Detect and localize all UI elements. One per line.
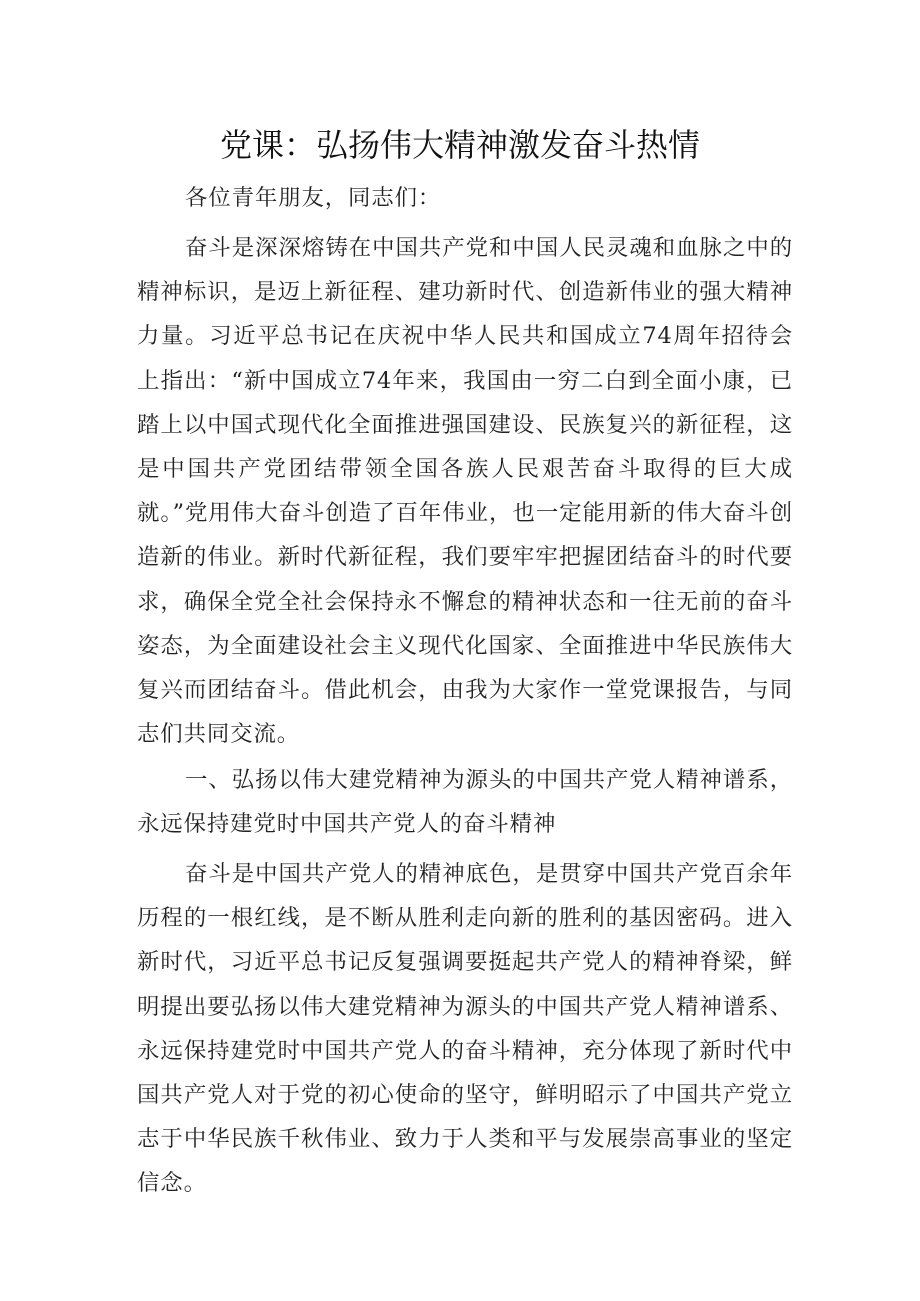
document-title: 党课：弘扬伟大精神激发奋斗热情 — [219, 126, 700, 164]
section-paragraph: 奋斗是中国共产党人的精神底色，是贯穿中国共产党百余年历程的一根红线，是不断从胜利走向新的胜利的基因密码。进入新时代，习近平总书记反复强调要挺起共产党人的精神脊梁，鲜明提出要弘扬以伟大建党精神为源头的中国共产党人精神谱系、永远保持建党时中国共产党人的奋斗精神，充分体现了新时代中国共产党人对于党的初心使命的坚守，鲜明昭示了中国共产党立志于中华民族千秋伟业、致力于人类和平与发展崇高事业的坚定信念。 — [137, 861, 793, 1197]
section-heading: 一、弘扬以伟大建党精神为源头的中国共产党人精神谱系，永远保持建党时中国共产党人的奋斗精神 — [137, 767, 793, 838]
greeting-line: 各位青年朋友，同志们： — [185, 185, 442, 211]
intro-paragraph: 奋斗是深深熔铸在中国共产党和中国人民灵魂和血脉之中的精神标识，是迈上新征程、建功新时代、创造新伟业的强大精神力量。习近平总书记在庆祝中华人民共和国成立74周年招待会上指出：“新中国成立74年来，我国由一穷二白到全面小康，已踏上以中国式现代化全面推进强国建设、民族复兴的新征程，这是中国共产党团结带领全国各族人民艰苦奋斗取得的巨大成就。”党用伟大奋斗创造了百年伟业，也一定能用新的伟大奋斗创造新的伟业。新时代新征程，我们要牢牢把握团结奋斗的时代要求，确保全党全社会保持永不懈怠的精神状态和一往无前的奋斗姿态，为全面建设社会主义现代化国家、全面推进中华民族伟大复兴而团结奋斗。借此机会，由我为大家作一堂党课报告，与同志们共同交流。 — [137, 235, 793, 748]
